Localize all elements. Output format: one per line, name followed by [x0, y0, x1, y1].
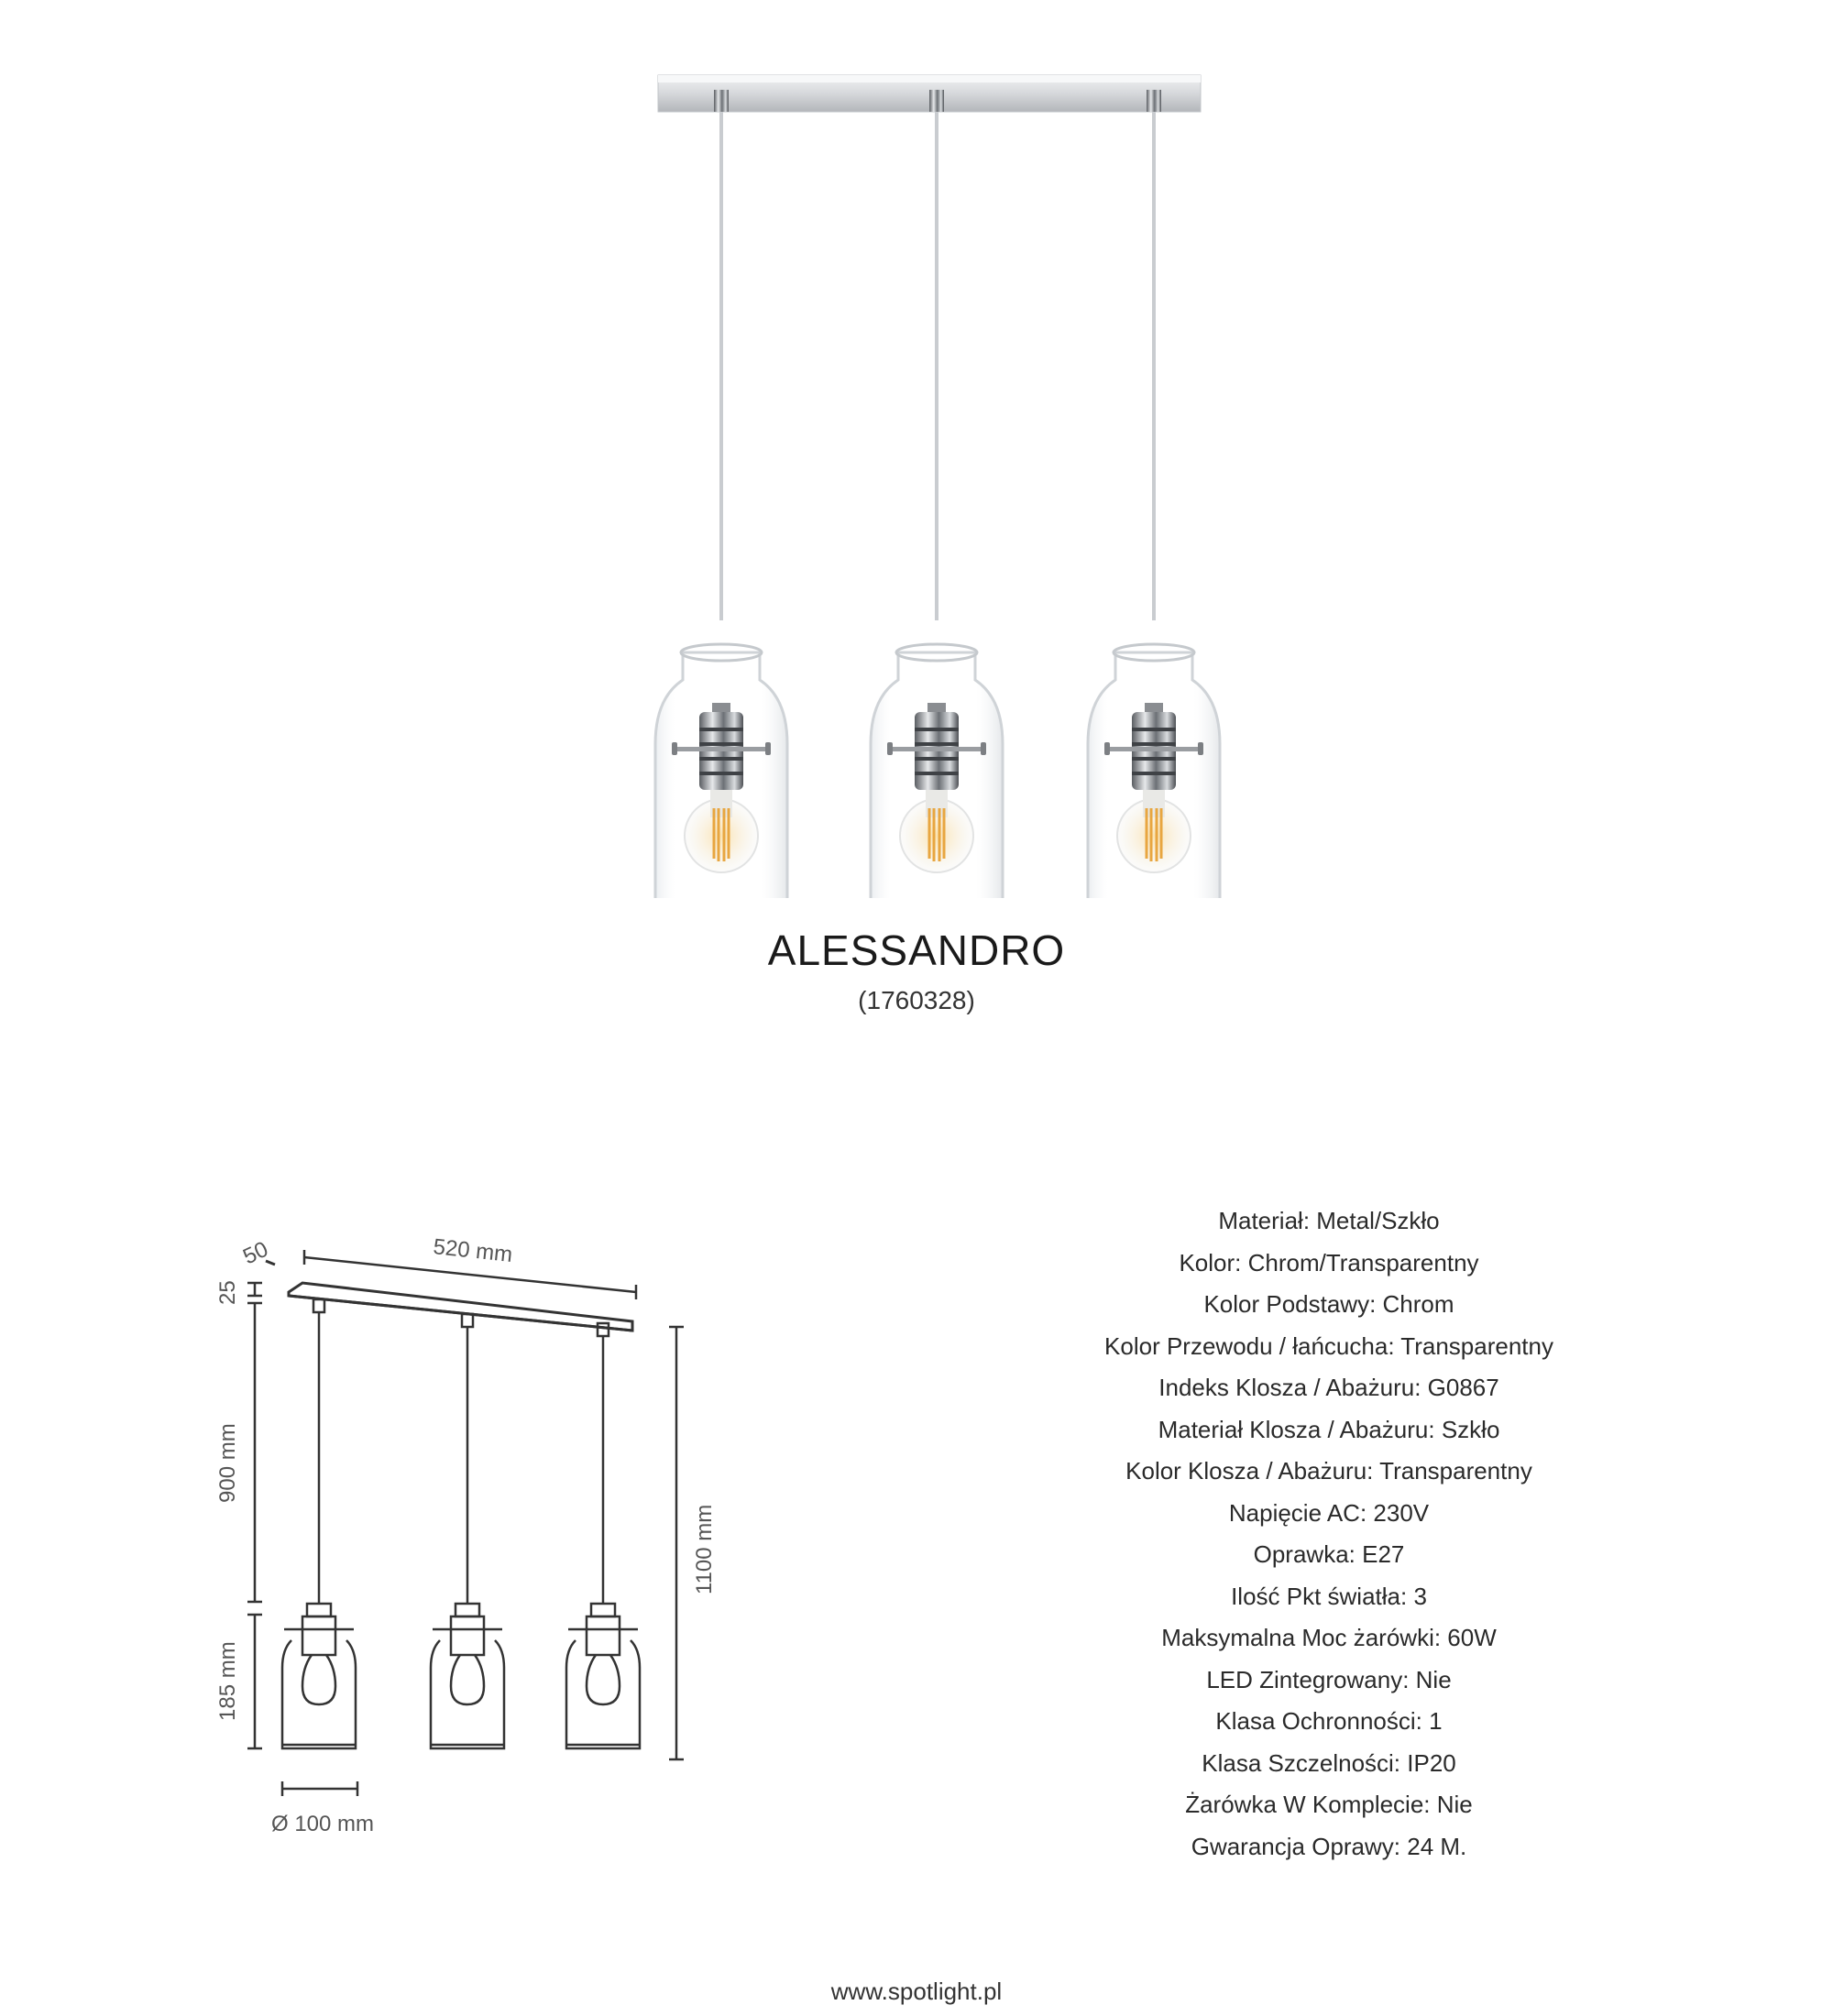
pendant-left — [655, 112, 787, 898]
dim-shade-height: 185 mm — [215, 1641, 240, 1721]
spec-item: Napięcie AC: 230V — [1228, 1498, 1430, 1527]
drawing-pendant-center — [431, 1314, 504, 1748]
dim-length: 520 mm — [432, 1234, 514, 1268]
spec-item: Kolor Klosza / Abażuru: Transparentny — [1125, 1457, 1532, 1485]
spec-item: Ilość Pkt światła: 3 — [1231, 1582, 1427, 1610]
pendant-right — [1088, 112, 1220, 898]
spec-item: Gwarancja Oprawy: 24 M. — [1191, 1832, 1467, 1860]
drawing-pendant-right — [566, 1323, 640, 1748]
pendant-center — [871, 112, 1003, 898]
spec-item: Indeks Klosza / Abażuru: G0867 — [1158, 1374, 1499, 1401]
dim-total-height: 1100 mm — [692, 1504, 717, 1594]
spec-item: Klasa Ochronności: 1 — [1215, 1707, 1443, 1735]
spec-item: Żarówka W Komplecie: Nie — [1185, 1791, 1473, 1818]
dim-top-height: 25 — [215, 1280, 240, 1305]
spec-item: Kolor Przewodu / łańcucha: Transparentny — [1104, 1331, 1553, 1360]
spec-item: Materiał: Metal/Szkło — [1218, 1207, 1440, 1234]
spec-item: Klasa Szczelności: IP20 — [1202, 1748, 1456, 1777]
product-photo — [0, 0, 1833, 898]
dim-depth: 50 — [239, 1236, 272, 1270]
spec-item: Materiał Klosza / Abażuru: Szkło — [1158, 1415, 1500, 1443]
dim-shade-diameter: Ø 100 mm — [271, 1812, 375, 1836]
specs-list — [1008, 1200, 1650, 1868]
spec-item: Kolor: Chrom/Transparentny — [1179, 1248, 1479, 1276]
product-name: ALESSANDRO — [767, 926, 1066, 974]
drawing-pendant-left — [282, 1299, 356, 1748]
product-code: (1760328) — [858, 986, 975, 1014]
spec-item: Maksymalna Moc żarówki: 60W — [1161, 1624, 1497, 1651]
footer-url[interactable]: www.spotlight.pl — [830, 1978, 1003, 2005]
dimension-drawing — [183, 1191, 825, 1851]
dim-cable-length: 900 mm — [215, 1423, 240, 1503]
spec-item: Oprawka: E27 — [1253, 1540, 1405, 1568]
spec-item: Kolor Podstawy: Chrom — [1203, 1290, 1454, 1318]
spec-item: LED Zintegrowany: Nie — [1206, 1665, 1452, 1693]
